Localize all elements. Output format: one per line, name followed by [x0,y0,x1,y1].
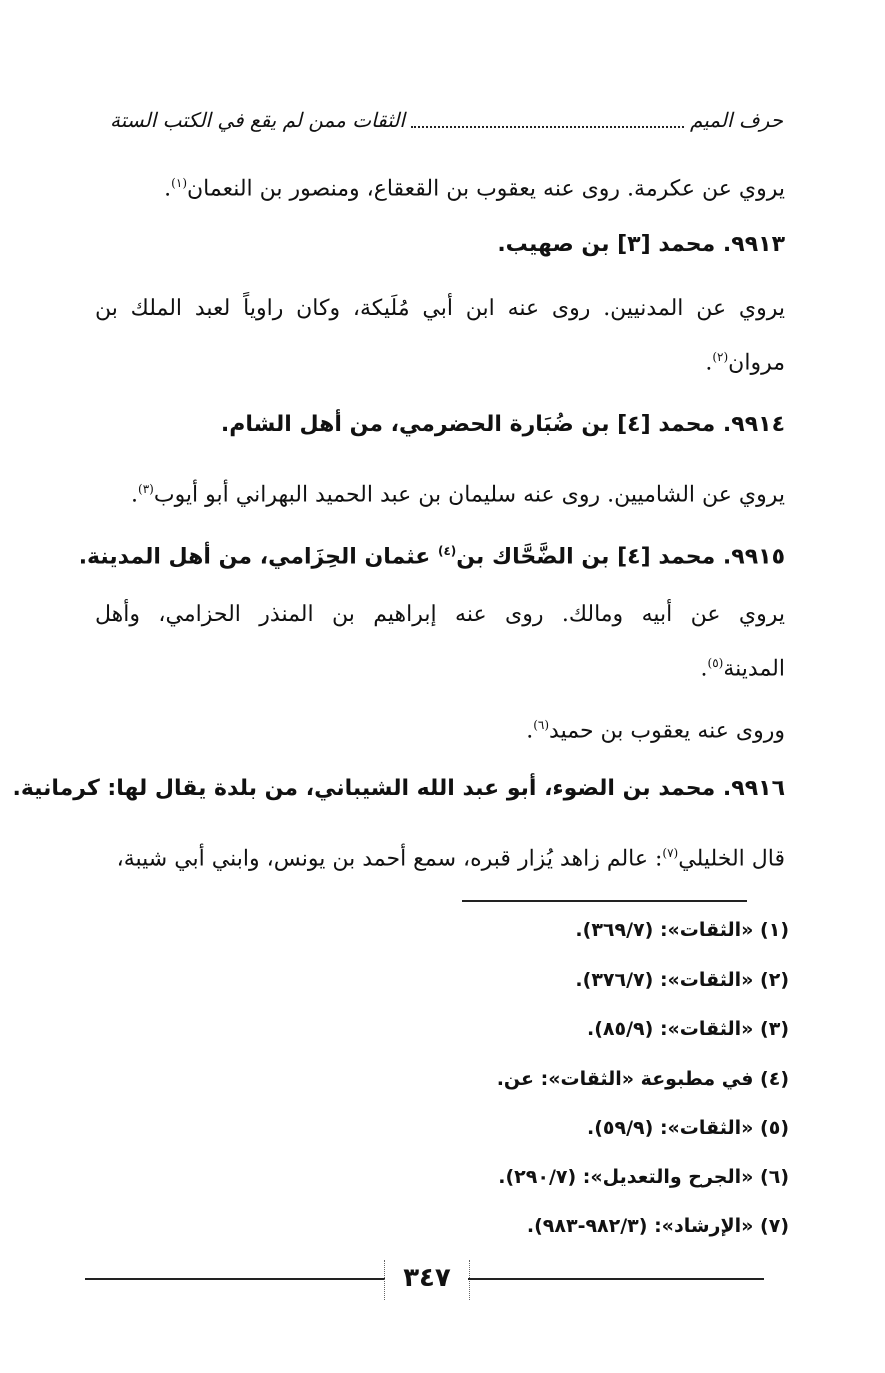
footnote: (٥) «الثقات»: (٥٩/٩). [587,1117,789,1139]
footnote: (٣) «الثقات»: (٨٥/٩). [587,1018,789,1040]
footnote: (١) «الثقات»: (٣٦٩/٧). [575,919,789,941]
entry-heading-9914: ٩٩١٤. محمد [٤] بن ضُبَارة الحضرمي، من أهل الشام. [220,412,785,437]
entry-heading-9915: ٩٩١٥. محمد [٤] بن الضَّحَّاك بن$^{(٤)}$ عثمان الحِزَامي، من أهل المدينة. [78,544,785,570]
body-line: المدينة$^{(٥)}$. [700,656,785,682]
footnote-ref: (٣) [138,482,154,496]
page-number: ٣٤٧ [384,1260,470,1300]
body-line: قال الخليلي$^{(٧)}$: عالم زاهد يُزار قبره، سمع أحمد بن يونس، وابني أبي شيبة، [116,846,785,872]
entry-heading-9916: ٩٩١٦. محمد بن الضوء، أبو عبد الله الشيباني، من بلدة يقال لها: كرمانية. [12,776,785,801]
footnote: (٧) «الإرشاد»: (٩٨٢/٣-٩٨٣). [526,1215,789,1237]
footer-rule-left [85,1278,385,1280]
footnote-ref: (٦) [533,718,550,732]
footnote-ref: (٤) [437,544,457,558]
footnote-ref: (٢) [712,350,729,364]
footnote-ref: (١) [171,176,187,190]
footnote-separator [462,900,747,902]
footnote-ref: (٥) [707,656,724,670]
footnote: (٢) «الثقات»: (٣٧٦/٧). [575,969,789,991]
footnote: (٦) «الجرح والتعديل»: (٢٩٠/٧). [498,1166,789,1188]
body-line: مروان$^{(٢)}$. [705,350,785,376]
footer-rule-right [468,1278,764,1280]
body-line: يروي عن أبيه ومالك. روى عنه إبراهيم بن المنذر الحزامي، وأهل [95,602,785,627]
body-line: يروي عن المدنيين. روى عنه ابن أبي مُلَيكة، وكان راوياً لعبد الملك بن [95,296,785,321]
header-book-title: الثقات ممن لم يقع في الكتب الستة [110,108,405,132]
header-chapter: حرف الميم [689,108,783,132]
header-leader-dots [411,125,684,128]
body-line: يروي عن الشاميين. روى عنه سليمان بن عبد الحميد البهراني أبو أيوب$^{(٣)}$. [131,482,785,508]
running-header [110,100,783,140]
footnote-ref: (٧) [662,846,679,860]
body-line: وروى عنه يعقوب بن حميد$^{(٦)}$. [526,718,785,744]
body-line: يروي عن عكرمة. روى عنه يعقوب بن القعقاع، ومنصور بن النعمان$^{(١)}$. [164,176,785,202]
footnote: (٤) في مطبوعة «الثقات»: عن. [496,1068,789,1090]
entry-heading-9913: ٩٩١٣. محمد [٣] بن صهيب. [497,232,785,257]
